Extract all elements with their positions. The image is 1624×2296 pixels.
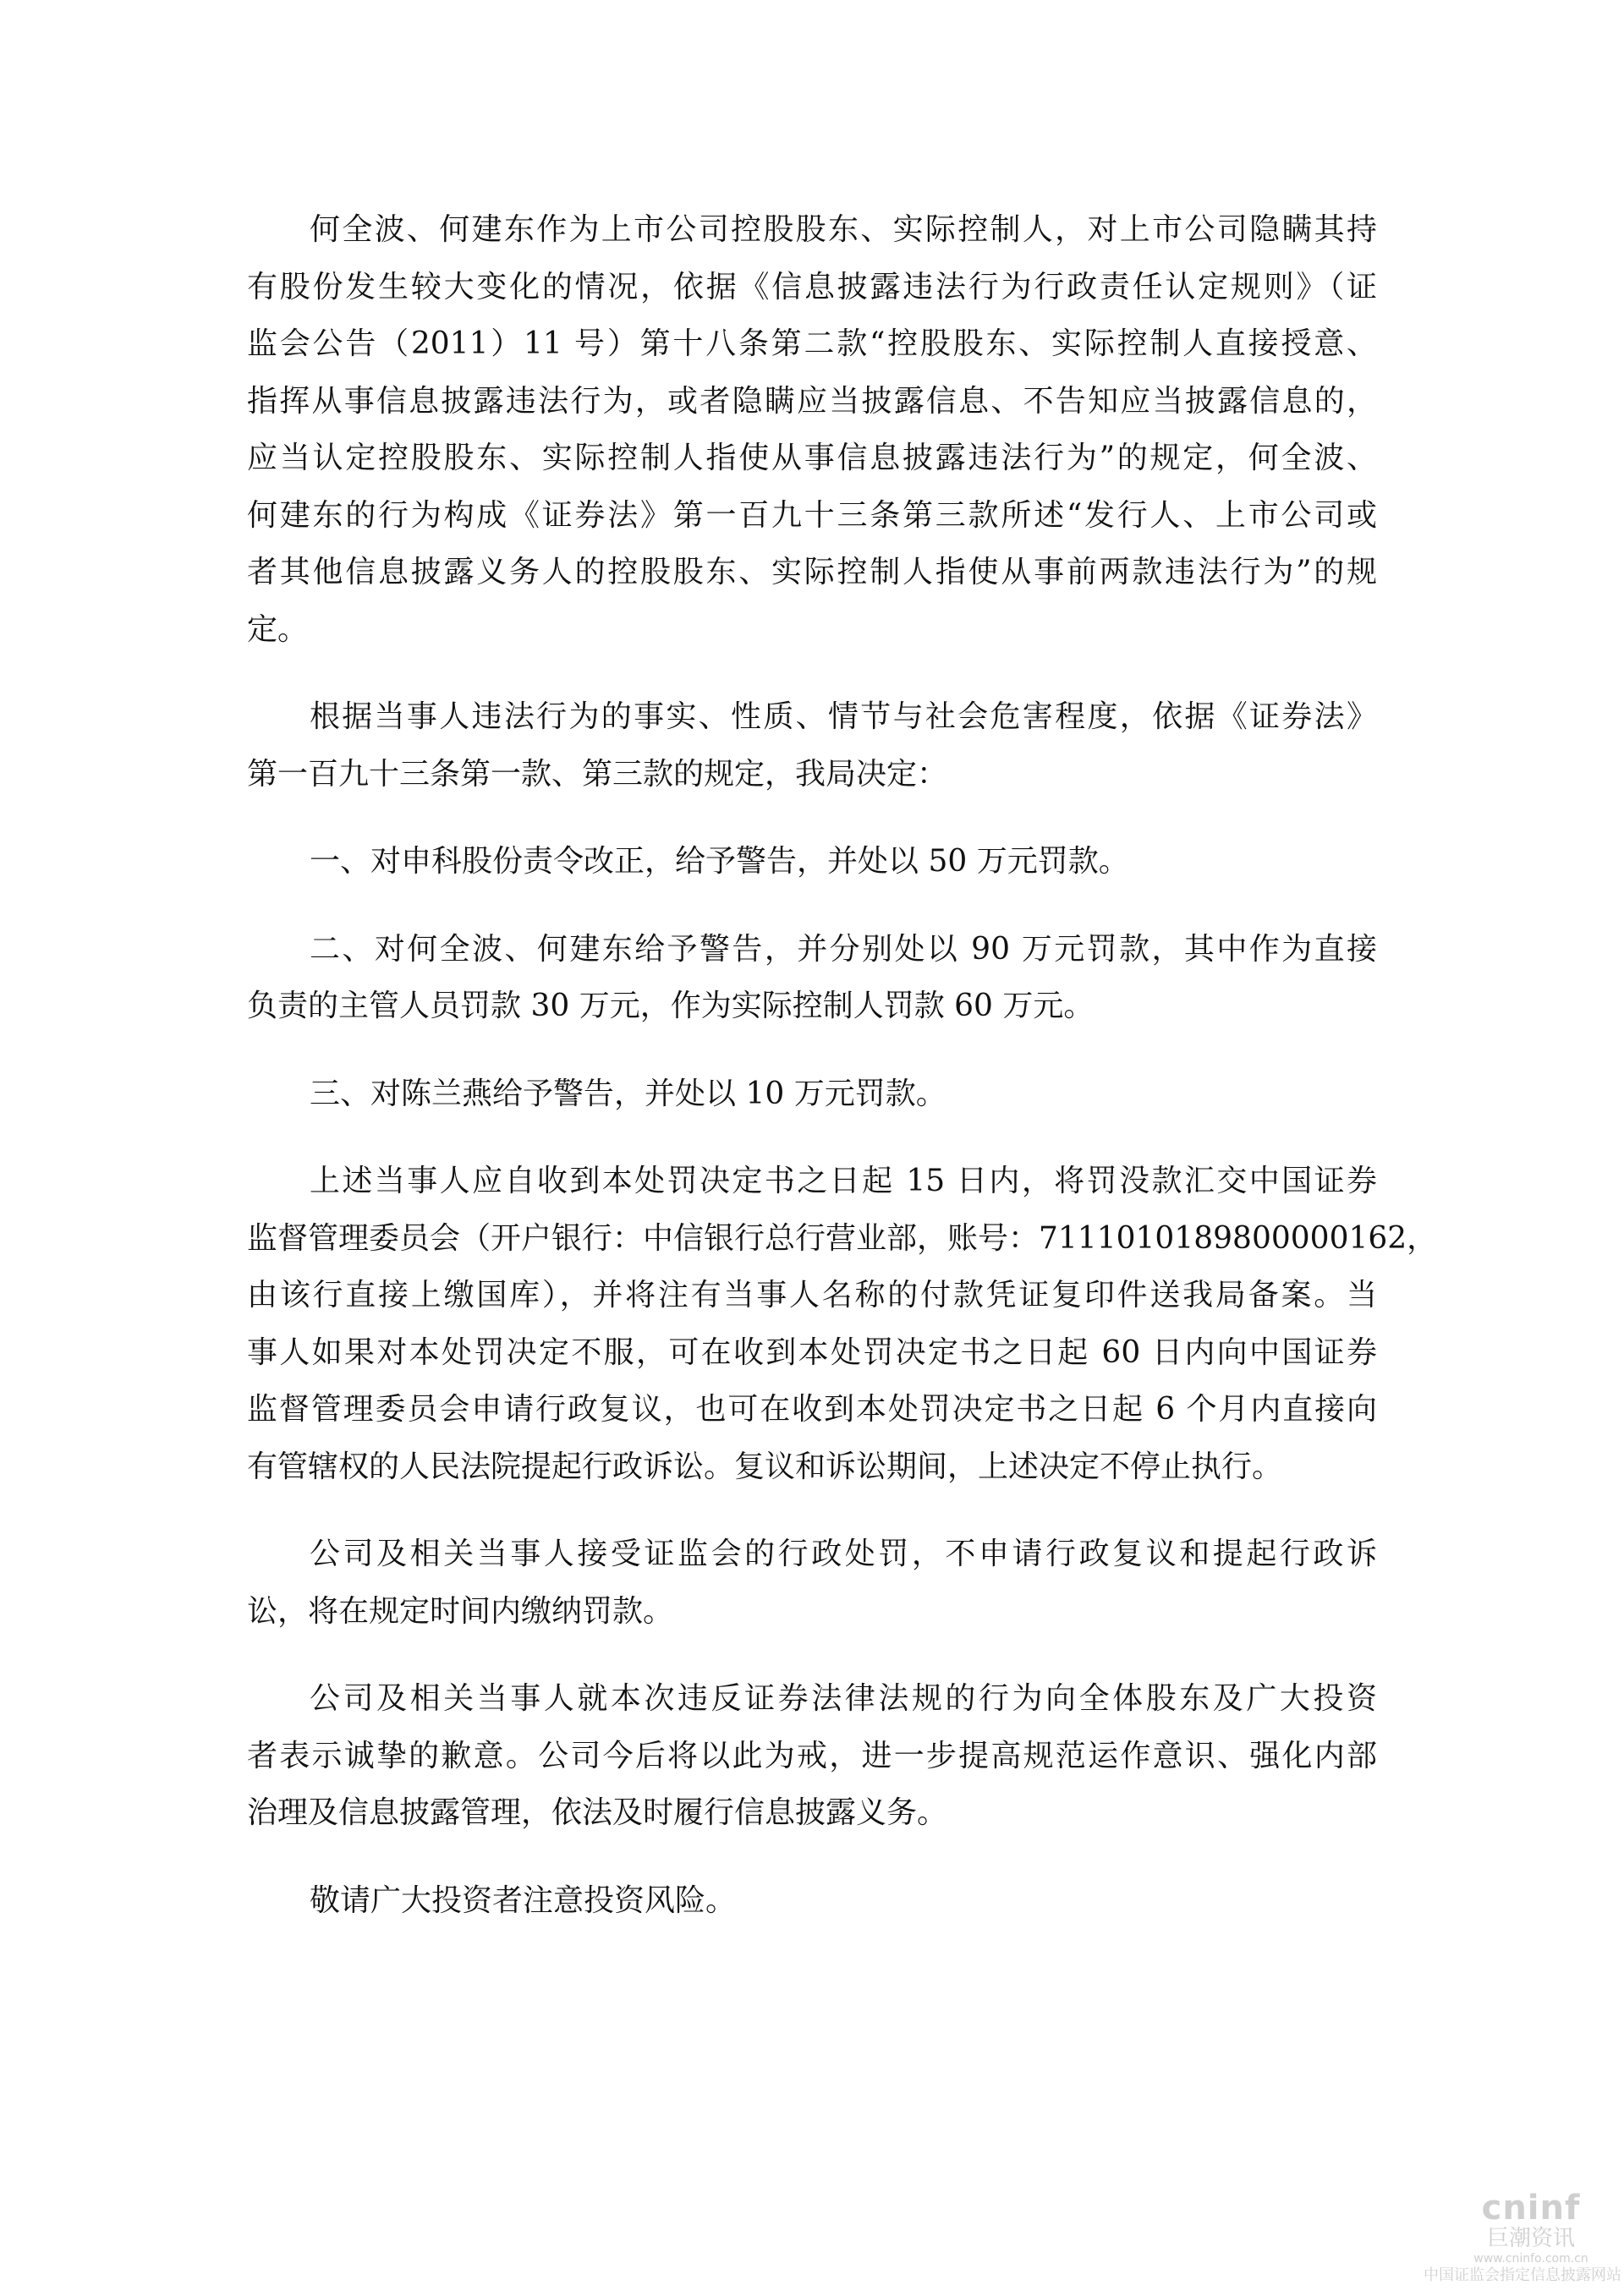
text-line: 有股份发生较大变化的情况，依据《信息披露违法行为行政责任认定规则》（证 (247, 269, 1377, 304)
text-line: 监会公告（2011）11 号）第十八条第二款“控股股东、实际控制人直接授意、 (247, 326, 1377, 361)
text-line: 三、对陈兰燕给予警告，并处以 10 万元罚款。 (310, 1076, 946, 1111)
text-line: 治理及信息披露管理，依法及时履行信息披露义务。 (247, 1795, 948, 1830)
text-line: 监督管理委员会申请行政复议，也可在收到本处罚决定书之日起 6 个月内直接向 (247, 1392, 1377, 1427)
document-body (247, 201, 1438, 1959)
text-line: 一、对申科股份责令改正，给予警告，并处以 50 万元罚款。 (310, 844, 1129, 879)
paragraph (247, 1153, 1438, 1495)
text-line: 应当认定控股股东、实际控制人指使从事信息披露违法行为”的规定，何全波、 (247, 441, 1377, 475)
cninfo-watermark (1424, 2189, 1624, 2285)
text-line: 由该行直接上缴国库），并将注有当事人名称的付款凭证复印件送我局备案。当 (247, 1278, 1377, 1312)
paragraph (247, 201, 1377, 658)
text-line: 敬请广大投资者注意投资风险。 (310, 1882, 737, 1918)
text-line: 监督管理委员会（开户银行：中信银行总行营业部，账号：7111010189800000162， (247, 1220, 1438, 1256)
text-line: 指挥从事信息披露违法行为，或者隐瞒应当披露信息、不告知应当披露信息的， (247, 383, 1377, 419)
text-line: 根据当事人违法行为的事实、性质、情节与社会危害程度，依据《证券法》 (310, 699, 1377, 734)
text-line: 上述当事人应自收到本处罚决定书之日起 15 日内，将罚没款汇交中国证券 (310, 1164, 1377, 1198)
text-line: 公司及相关当事人就本次违反证券法律法规的行为向全体股东及广大投资 (310, 1681, 1377, 1716)
text-line: 讼，将在规定时间内缴纳罚款。 (247, 1593, 674, 1629)
paragraph (247, 1872, 1377, 1930)
watermark-name: 巨潮资讯 (1486, 2226, 1575, 2251)
text-line: 者表示诚挚的歉意。公司今后将以此为戒，进一步提高规范运作意识、强化内部 (247, 1738, 1377, 1773)
text-line: 二、对何全波、何建东给予警告，并分别处以 90 万元罚款，其中作为直接 (310, 931, 1377, 967)
text-line: 何全波、何建东作为上市公司控股股东、实际控制人，对上市公司隐瞒其持 (310, 212, 1377, 247)
watermark-logo: cninf (1481, 2189, 1581, 2228)
paragraph (247, 1526, 1377, 1640)
text-line: 事人如果对本处罚决定不服，可在收到本处罚决定书之日起 60 日内向中国证券 (247, 1334, 1377, 1370)
watermark-url: www.cninfo.com.cn (1473, 2252, 1588, 2266)
text-line: 负责的主管人员罚款 30 万元，作为实际控制人罚款 60 万元。 (247, 989, 1095, 1023)
text-line: 第一百九十三条第一款、第三款的规定，我局决定： (247, 756, 948, 792)
paragraph (247, 1066, 1377, 1123)
text-line: 者其他信息披露义务人的控股股东、实际控制人指使从事前两款违法行为”的规 (247, 555, 1377, 589)
paragraph (247, 1670, 1377, 1842)
text-line: 公司及相关当事人接受证监会的行政处罚，不申请行政复议和提起行政诉 (310, 1537, 1377, 1571)
text-line: 何建东的行为构成《证券法》第一百九十三条第三款所述“发行人、上市公司或 (247, 497, 1377, 533)
paragraph (247, 921, 1377, 1035)
paragraph (247, 688, 1377, 803)
text-line: 定。 (247, 611, 309, 647)
watermark-tagline: 中国证监会指定信息披露网站 (1424, 2266, 1621, 2284)
text-line: 有管辖权的人民法院提起行政诉讼。复议和诉讼期间，上述决定不停止执行。 (247, 1449, 1283, 1484)
paragraph (247, 833, 1377, 890)
